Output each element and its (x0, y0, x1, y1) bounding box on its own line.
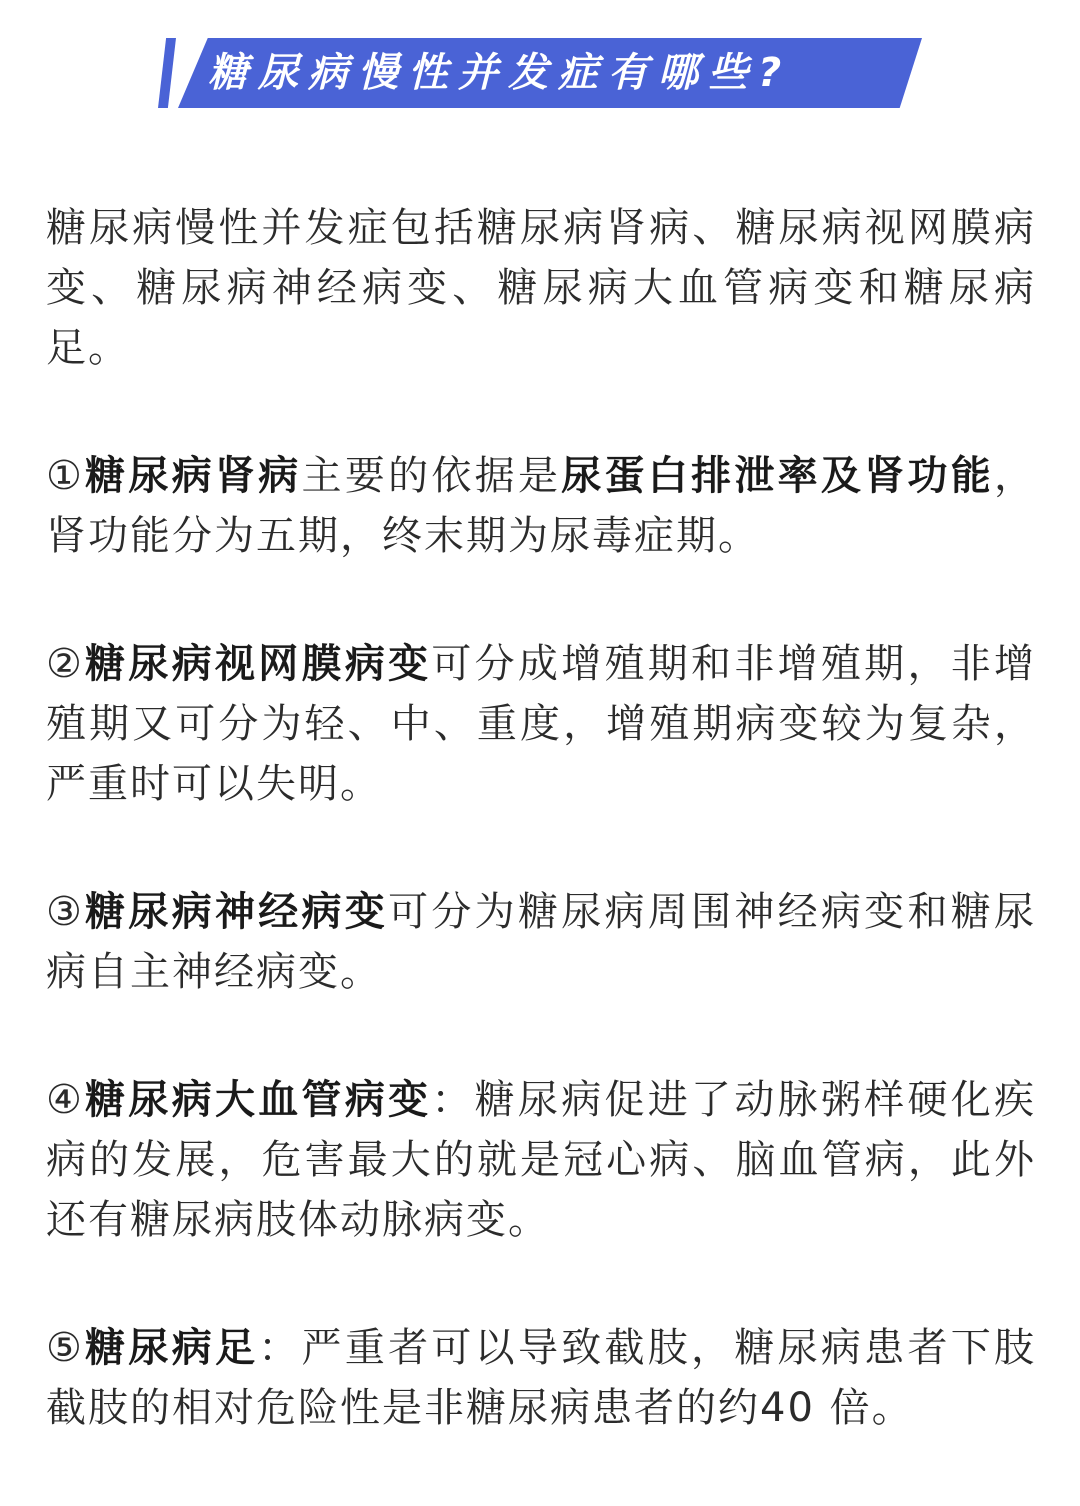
item-text: 主要的依据是 (301, 453, 562, 499)
intro-paragraph: 糖尿病慢性并发症包括糖尿病肾病、糖尿病视网膜病变、糖尿病神经病变、糖尿病大血管病变和糖尿病足。 (46, 205, 1036, 371)
item-term: 糖尿病足 (85, 1325, 259, 1371)
item-paragraph-5 (46, 1318, 1036, 1438)
item-term: 糖尿病肾病 (85, 453, 302, 499)
title-accent-stripe (158, 38, 176, 108)
item-term-secondary: 尿蛋白排泄率及肾功能 (561, 453, 995, 499)
item-paragraph-3 (46, 882, 1036, 1002)
item-text: ：严重者可以导致截肢，糖尿病患者下肢截肢的相对危险性是非糖尿病患者的约40 倍。 (46, 1325, 1037, 1431)
article-body (46, 198, 1036, 1506)
item-term: 糖尿病大血管病变 (85, 1077, 432, 1123)
item-term: 糖尿病视网膜病变 (85, 641, 432, 687)
item-paragraph-1 (46, 446, 1036, 566)
item-text: 可分为糖尿病周围神经病变和糖尿病自主神经病变。 (46, 889, 1037, 995)
item-number: ④ (46, 1077, 86, 1123)
item-number: ⑤ (46, 1325, 86, 1371)
item-text: ：糖尿病促进了动脉粥样硬化疾病的发展，危害最大的就是冠心病、脑血管病，此外还有糖尿病肢体动脉病变。 (46, 1077, 1037, 1243)
title-banner (158, 38, 922, 108)
page-title: 糖尿病慢性并发症有哪些? (208, 50, 792, 96)
item-number: ③ (46, 889, 86, 935)
item-term: 糖尿病神经病变 (85, 889, 389, 935)
item-paragraph-4 (46, 1070, 1036, 1250)
item-text: 可分成增殖期和非增殖期，非增殖期又可分为轻、中、重度，增殖期病变较为复杂，严重时可以失明。 (46, 641, 1037, 807)
item-number: ① (46, 453, 86, 499)
item-paragraph-2 (46, 634, 1036, 814)
item-text: ，肾功能分为五期，终末期为尿毒症期。 (46, 453, 1037, 559)
item-number: ② (46, 641, 86, 687)
